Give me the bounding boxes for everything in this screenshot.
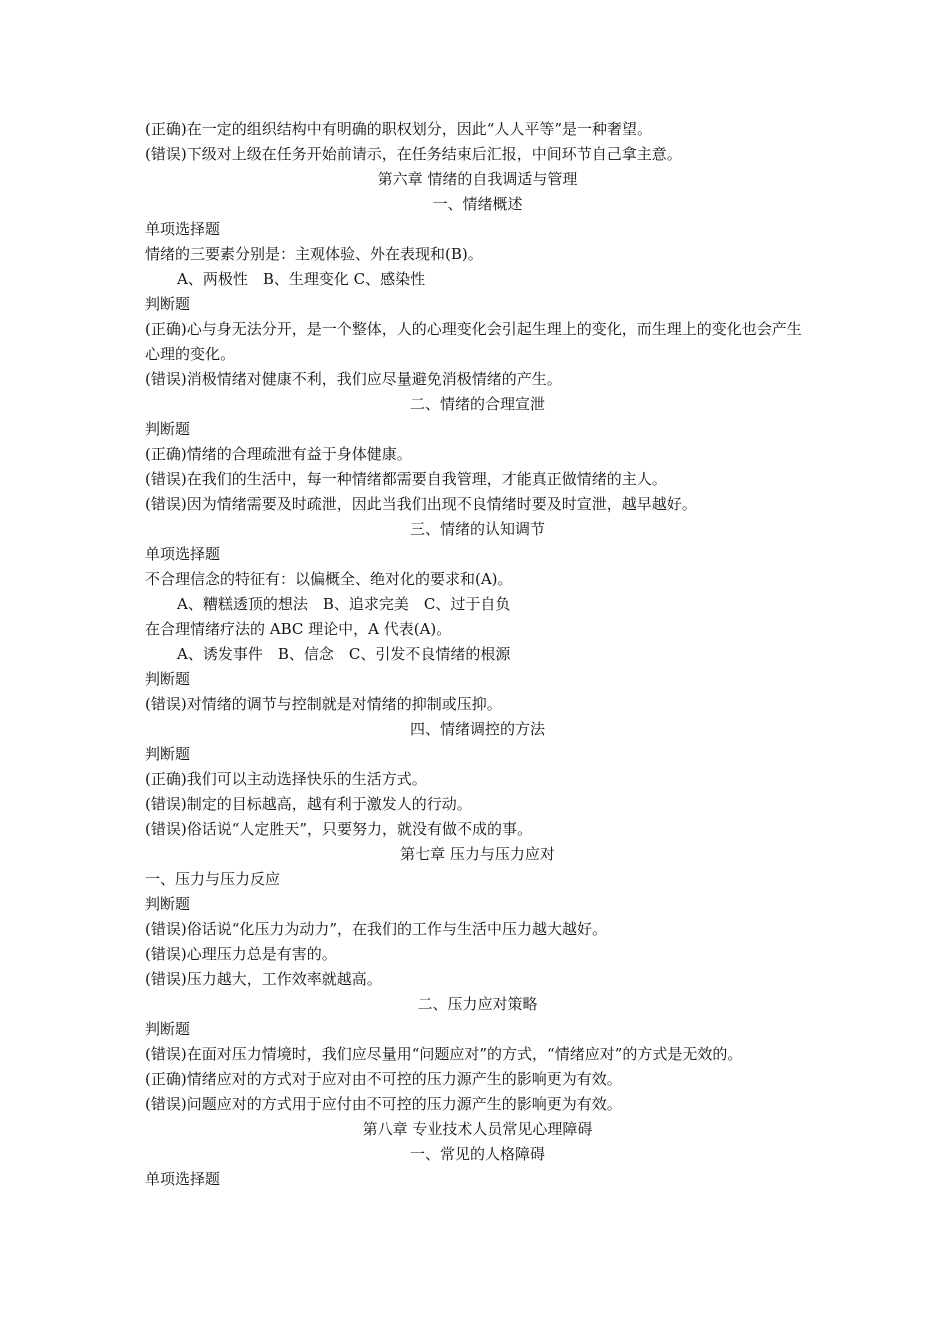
answer-line: (正确)情绪应对的方式对于应对由不可控的压力源产生的影响更为有效。: [145, 1070, 622, 1088]
answer-line: (错误)心理压力总是有害的。: [145, 945, 337, 963]
section-heading: 三、情绪的认知调节: [409, 520, 545, 538]
document-page: [145, 117, 810, 1192]
question-type-label: 判断题: [145, 420, 191, 438]
chapter-heading: 第八章 专业技术人员常见心理障碍: [362, 1120, 593, 1138]
answer-options: A、两极性 B、生理变化 C、感染性: [177, 270, 426, 288]
question-type-label: 判断题: [145, 670, 191, 688]
question-text: 在合理情绪疗法的 ABC 理论中，A 代表(A)。: [145, 620, 452, 638]
question-text: 情绪的三要素分别是：主观体验、外在表现和(B)。: [145, 245, 483, 263]
question-type-label: 判断题: [145, 295, 191, 313]
answer-line: (错误)制定的目标越高，越有利于激发人的行动。: [145, 795, 472, 813]
answer-line: (正确)在一定的组织结构中有明确的职权划分，因此“人人平等”是一种奢望。: [145, 120, 653, 138]
section-heading: 四、情绪调控的方法: [409, 720, 545, 738]
chapter-heading: 第六章 情绪的自我调适与管理: [377, 170, 578, 188]
answer-line: (错误)在我们的生活中，每一种情绪都需要自我管理，才能真正做情绪的主人。: [145, 470, 667, 488]
answer-options: A、诱发事件 B、信念 C、引发不良情绪的根源: [177, 645, 511, 663]
answer-line: (错误)压力越大，工作效率就越高。: [145, 970, 382, 988]
question-type-label: 单项选择题: [145, 1170, 221, 1188]
answer-line: (错误)消极情绪对健康不利，我们应尽量避免消极情绪的产生。: [145, 370, 562, 388]
question-type-label: 单项选择题: [145, 545, 221, 563]
section-heading: 二、压力应对策略: [417, 995, 538, 1013]
answer-line: (错误)在面对压力情境时，我们应尽量用“问题应对”的方式，“情绪应对”的方式是无效的。: [145, 1045, 743, 1063]
answer-line: (错误)对情绪的调节与控制就是对情绪的抑制或压抑。: [145, 695, 502, 713]
answer-line: (正确)我们可以主动选择快乐的生活方式。: [145, 770, 427, 788]
question-type-label: 判断题: [145, 895, 191, 913]
question-type-label: 单项选择题: [145, 220, 221, 238]
answer-line: (错误)因为情绪需要及时疏泄，因此当我们出现不良情绪时要及时宣泄，越早越好。: [145, 495, 697, 513]
section-heading: 一、压力与压力反应: [145, 870, 281, 888]
answer-line: (错误)俗话说“人定胜天”，只要努力，就没有做不成的事。: [145, 820, 533, 838]
answer-line: (正确)心与身无法分开，是一个整体，人的心理变化会引起生理上的变化，而生理上的变化也会产生心理的变化。: [145, 320, 802, 363]
section-heading: 二、情绪的合理宣泄: [409, 395, 545, 413]
answer-line: (错误)俗话说“化压力为动力”，在我们的工作与生活中压力越大越好。: [145, 920, 608, 938]
question-text: 不合理信念的特征有：以偏概全、绝对化的要求和(A)。: [145, 570, 513, 588]
answer-line: (正确)情绪的合理疏泄有益于身体健康。: [145, 445, 412, 463]
chapter-heading: 第七章 压力与压力应对: [400, 845, 555, 863]
section-heading: 一、情绪概述: [432, 195, 523, 213]
question-type-label: 判断题: [145, 745, 191, 763]
section-heading: 一、常见的人格障碍: [409, 1145, 545, 1163]
answer-line: (错误)下级对上级在任务开始前请示，在任务结束后汇报，中间环节自己拿主意。: [145, 145, 682, 163]
answer-line: (错误)问题应对的方式用于应付由不可控的压力源产生的影响更为有效。: [145, 1095, 622, 1113]
answer-options: A、糟糕透顶的想法 B、追求完美 C、过于自负: [177, 595, 511, 613]
question-type-label: 判断题: [145, 1020, 191, 1038]
